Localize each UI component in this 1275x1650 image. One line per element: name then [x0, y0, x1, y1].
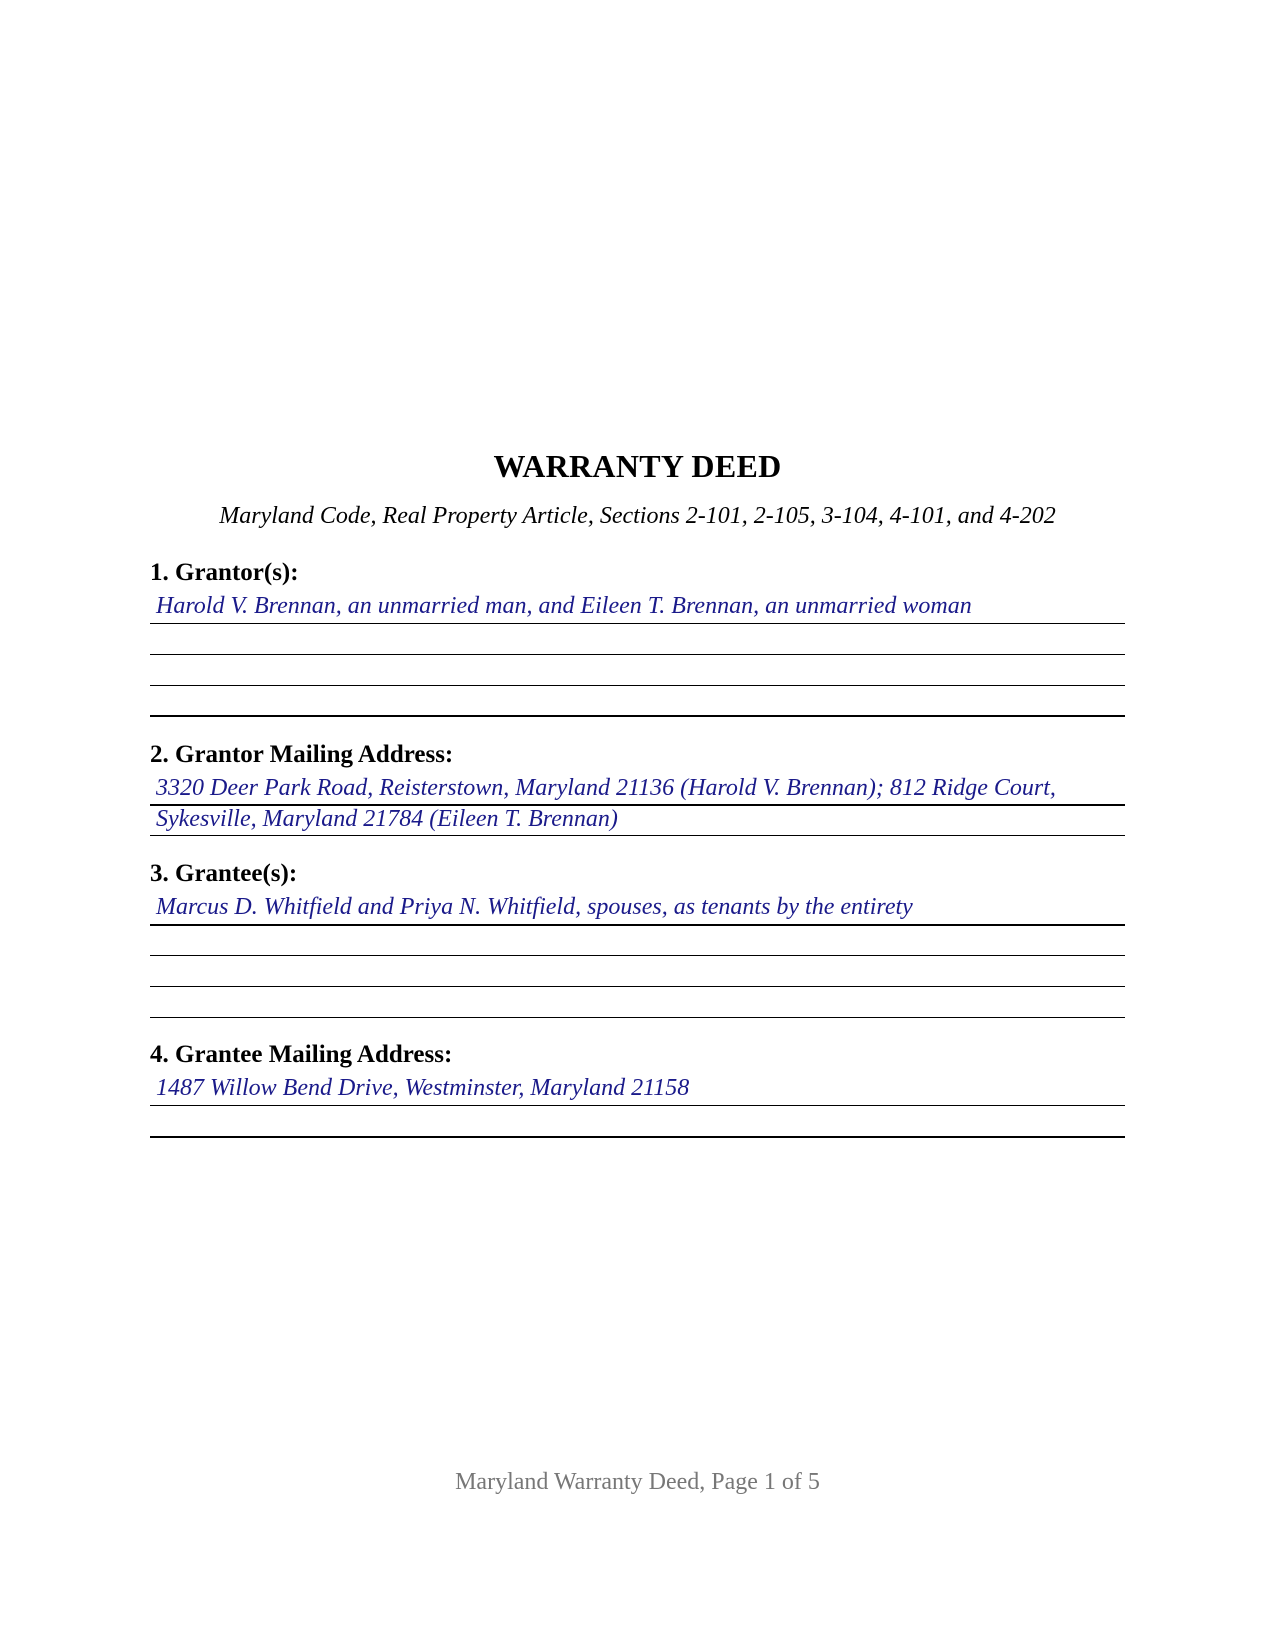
- grantee-address-label: 4. Grantee Mailing Address:: [150, 1041, 453, 1068]
- grantees-line-3: [150, 986, 1125, 987]
- grantees-line-1: [150, 924, 1125, 926]
- grantors-line-1: [150, 623, 1125, 624]
- document-subtitle: Maryland Code, Real Property Article, Sections 2-101, 2-105, 3-104, 4-101, and 4-202: [219, 503, 1056, 529]
- grantors-line-3: [150, 685, 1125, 686]
- grantees-line-2: [150, 955, 1125, 956]
- grantee-address-line-1: [150, 1105, 1125, 1106]
- grantors-line-4: [150, 715, 1125, 717]
- document-title: WARRANTY DEED: [493, 448, 782, 484]
- grantor-address-field-line2[interactable]: Sykesville, Maryland 21784 (Eileen T. Brennan): [156, 806, 618, 832]
- grantees-line-4: [150, 1017, 1125, 1018]
- grantors-label: 1. Grantor(s):: [150, 559, 299, 586]
- grantor-address-line-2: [150, 835, 1125, 836]
- grantees-field[interactable]: Marcus D. Whitfield and Priya N. Whitfield, spouses, as tenants by the entirety: [156, 894, 913, 920]
- grantor-address-label: 2. Grantor Mailing Address:: [150, 741, 454, 768]
- grantors-field[interactable]: Harold V. Brennan, an unmarried man, and Eileen T. Brennan, an unmarried woman: [156, 593, 972, 619]
- grantor-address-field-line1[interactable]: 3320 Deer Park Road, Reisterstown, Maryland 21136 (Harold V. Brennan); 812 Ridge Court,: [156, 775, 1056, 801]
- page-footer: Maryland Warranty Deed, Page 1 of 5: [455, 1469, 820, 1495]
- grantee-address-field[interactable]: 1487 Willow Bend Drive, Westminster, Maryland 21158: [156, 1075, 690, 1101]
- grantee-address-line-2: [150, 1136, 1125, 1138]
- grantees-label: 3. Grantee(s):: [150, 860, 298, 887]
- grantors-line-2: [150, 654, 1125, 655]
